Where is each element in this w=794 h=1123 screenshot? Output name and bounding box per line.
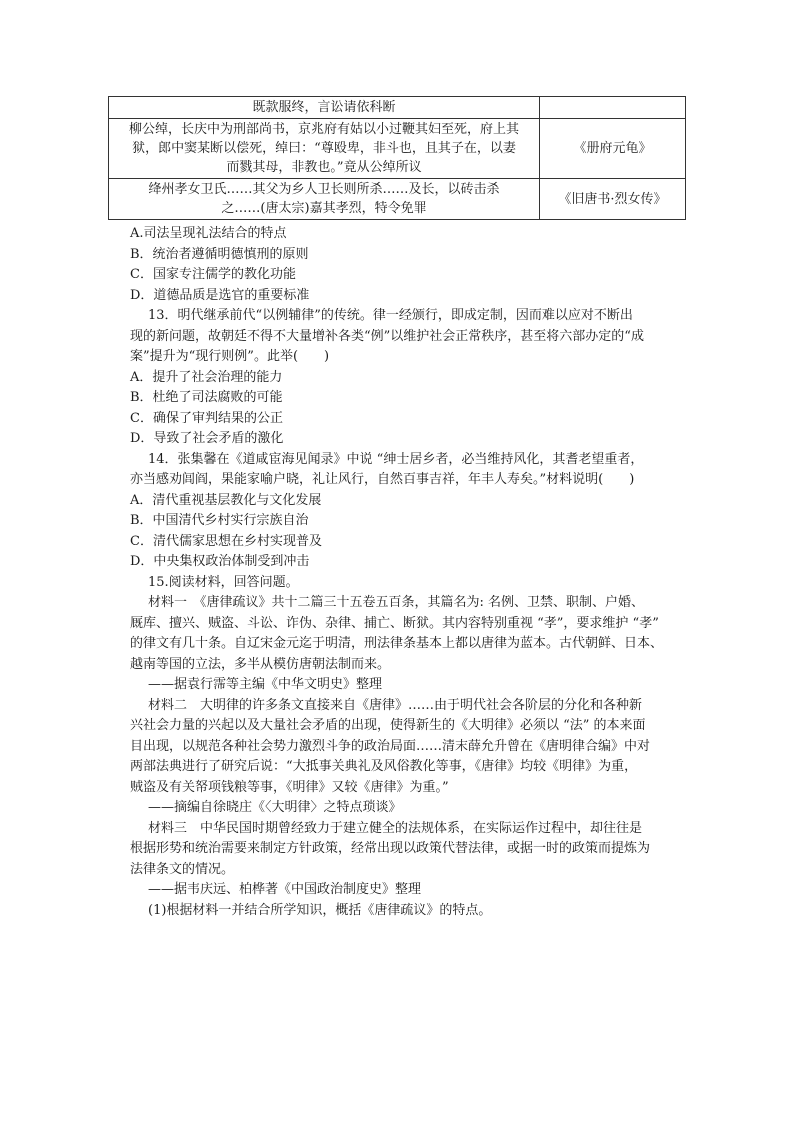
material-2-line: 两部法典进行了研究后说：“大抵事关典礼及风俗教化等事，《唐律》均较《明律》为重， [130,759,638,774]
material-3-line: 材料三 中华民国时期曾经致力于建立健全的法规体系，在实际运作过程中，却往往是 [148,820,643,836]
table-cell-source: 《册府元龟》 [540,119,686,179]
question-13-line: 案”提升为“现行则例”。此举( ) [130,349,330,364]
option-c: C．国家专注儒学的教化功能 [130,267,296,282]
question-14-line: 亦当感劝闾阎，果能家喻户晓，礼让风行，自然百事吉祥，年丰人寿矣。”材料说明( ) [130,472,635,487]
table-cell-line: 而戮其母，非教也。”竟从公绰所议 [226,160,422,175]
sub-question-1: (1)根据材料一并结合所学知识，概括《唐律疏议》的特点。 [148,902,492,918]
question-15-intro: 15.阅读材料，回答问题。 [148,574,299,590]
source-table [108,96,686,220]
option-b: B．中国清代乡村实行宗族自治 [130,513,309,528]
table-cell-content [109,179,540,220]
table-cell-line: 绛州孝女卫氏……其父为乡人卫长则所杀……及长，以砖击杀 [148,182,500,197]
material-1-line: 越南等国的立法，多半从模仿唐朝法制而来。 [130,656,391,672]
question-13-line: 现的新问题，故朝廷不得不大量增补各类“例”以维护社会正常秩序，甚至将六部办定的“成 [130,328,644,344]
option-c: C．确保了审判结果的公正 [130,410,283,426]
material-1-line: 材料一 《唐律疏议》共十二篇三十五卷五百条，其篇名为: 名例、卫禁、职制、户婚、 [148,595,645,610]
table-cell-line: 之……(唐太宗)嘉其孝烈，特令免罪 [221,201,427,216]
table-cell-source: 《旧唐书·烈女传》 [540,179,686,220]
option-c: C．清代儒家思想在乡村实现普及 [130,533,322,549]
table-cell-source [540,97,686,119]
material-2-line: 目出现，以规范各种社会势力激烈斗争的政治局面……清末薛允升曾在《唐明律合编》中对 [130,738,651,754]
table-row [109,179,686,220]
material-2-line: 贼盗及有关帑项钱粮等事，《明律》又较《唐律》为重。” [130,779,449,795]
option-d: D．导致了社会矛盾的激化 [130,431,284,446]
option-b: B．杜绝了司法腐败的可能 [130,390,283,405]
option-d: D．道德品质是选官的重要标准 [130,287,310,303]
option-a: A．清代重视基层教化与文化发展 [130,492,322,508]
material-1-line: 的律文有几十条。自辽宋金元迄于明清，刑法律条基本上都以唐律为蓝本。古代朝鲜、日本、 [130,636,664,651]
table-cell-line: 狱，郎中窦某断以偿死，绰曰：“尊殴卑，非斗也，且其子在，以妻 [132,141,516,156]
table-cell-content [109,119,540,179]
material-1-line: 厩库、擅兴、贼盗、斗讼、诈伪、杂律、捕亡、断狱。其内容特别重视 “孝”，要求维护 “孝” [130,615,659,631]
material-3-source: ——据韦庆远、柏桦著《中国政治制度史》整理 [148,882,422,897]
material-3-line: 法律条文的情况。 [130,861,235,877]
table-cell-content: 既款服终，言讼请依科断 [109,97,540,119]
material-2-line: 材料二 大明律的许多条文直接来自《唐律》……由于明代社会各阶层的分化和各种新 [148,697,643,713]
option-d: D．中央集权政治体制受到冲击 [130,554,310,569]
option-a: A．提升了社会治理的能力 [130,369,283,385]
table-cell-line: 柳公绰，长庆中为刑部尚书，京兆府有姑以小过鞭其妇至死，府上其 [128,122,519,137]
table-row [109,97,686,119]
material-1-source: ——据袁行霈等主编《中华文明史》整理 [148,677,383,692]
material-3-line: 根据形势和统治需要来制定方针政策，经常出现以政策代替法律，或据一时的政策而提炼为 [130,841,651,856]
option-b: B．统治者遵循明德慎刑的原则 [130,246,309,262]
option-a: A.司法呈现礼法结合的特点 [130,226,287,241]
material-2-source: ——摘编自徐晓庄《〈大明律〉之特点琐谈》 [148,800,402,815]
question-13-line: 13．明代继承前代“以例辅律”的传统。律一经颁行，即成定制，因而难以应对不断出 [148,308,633,323]
table-row [109,119,686,179]
question-14-line: 14．张集馨在《道咸宦海见闻录》中说 “绅士居乡者，必当维持风化，其耆老望重者， [148,451,644,467]
material-2-line: 兴社会力量的兴起以及大量社会矛盾的出现，使得新生的《大明律》必须以 “法” 的本来面 [130,718,646,733]
question-content [130,224,685,921]
